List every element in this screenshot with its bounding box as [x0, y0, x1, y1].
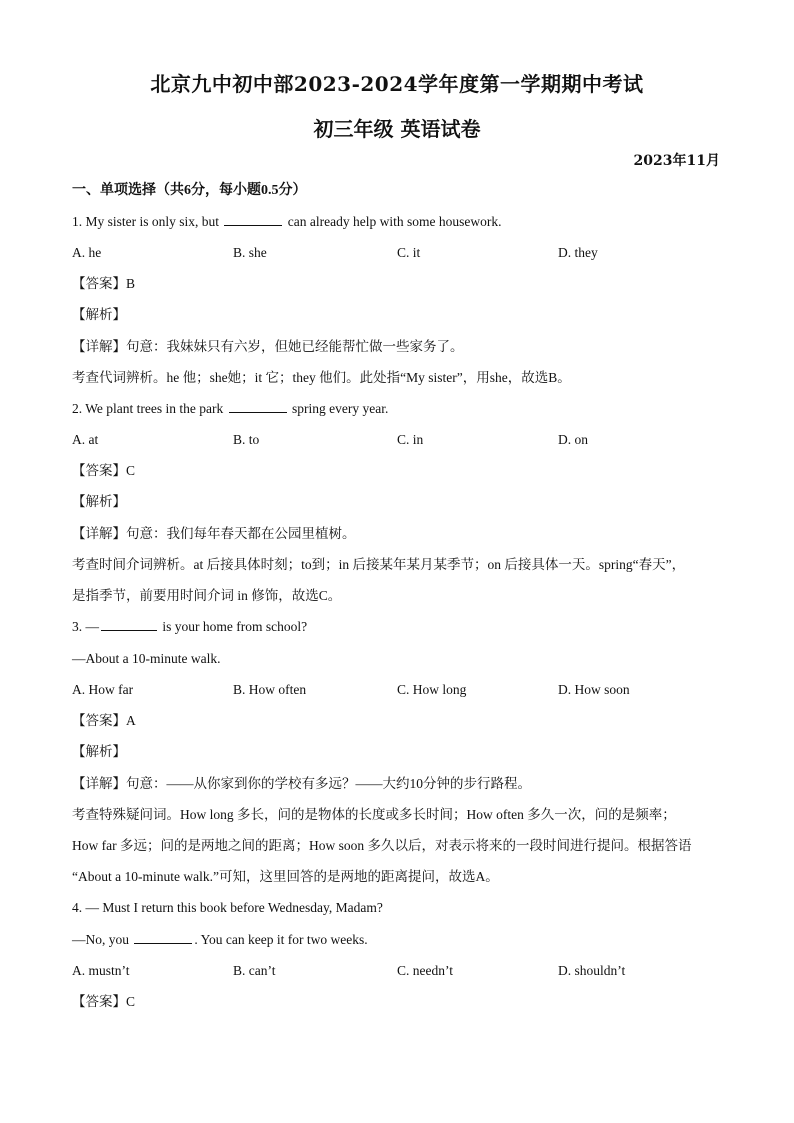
question-2-stem	[72, 399, 722, 419]
question-1-answer: 【答案】B	[72, 276, 136, 291]
answer-blank	[101, 618, 157, 631]
stem-text: 2. We plant trees in the park	[72, 401, 224, 416]
question-4-answer: 【答案】C	[72, 994, 136, 1009]
stem-text: spring every year.	[292, 401, 389, 416]
option-d: D. they	[558, 245, 598, 260]
question-2-detail: 【详解】句意：我们每年春天都在公园里植树。	[72, 526, 356, 541]
question-3-reply: —About a 10-minute walk.	[72, 651, 221, 666]
option-c: C. How long	[397, 682, 467, 697]
option-d: D. on	[558, 432, 588, 447]
stem-text: —No, you	[72, 932, 129, 947]
option-c: C. it	[397, 245, 421, 260]
answer-blank	[224, 213, 282, 226]
question-3-explanation-1: 考查特殊疑问词。How long 多长，问的是物体的长度或多长时间；How often 多久一次，问的是频率；	[72, 807, 676, 822]
question-4-stem: 4. — Must I return this book before Wednesday, Madam?	[72, 900, 383, 915]
question-2-answer: 【答案】C	[72, 463, 136, 478]
option-b: B. to	[233, 432, 260, 447]
section-heading: 一、单项选择（共6分，每小题0.5分）	[72, 183, 307, 198]
option-b: B. can’t	[233, 963, 276, 978]
stem-text: can already help with some housework.	[287, 214, 502, 229]
question-2-analysis: 【解析】	[72, 494, 126, 509]
stem-text: . You can keep it for two weeks.	[194, 932, 368, 947]
stem-text: is your home from school?	[162, 619, 308, 634]
question-3-stem	[72, 617, 722, 637]
option-c: C. needn’t	[397, 963, 453, 978]
question-1-explanation: 考查代词辨析。he 他；she她；it 它；they 他们。此处指“My sister”，用she，故选B。	[72, 370, 571, 385]
answer-blank	[134, 931, 192, 944]
question-3-detail: 【详解】句意：——从你家到你的学校有多远？——大约10分钟的步行路程。	[72, 776, 531, 791]
stem-text: 1. My sister is only six, but	[72, 214, 220, 229]
option-c: C. in	[397, 432, 424, 447]
answer-blank	[229, 400, 287, 413]
question-2-explanation-2: 是指季节，前要用时间介词 in 修饰，故选C。	[72, 588, 342, 603]
option-a: A. mustn’t	[72, 963, 130, 978]
question-4-reply	[72, 930, 722, 950]
exam-title: 北京九中初中部2023-2024学年度第一学期期中考试	[150, 72, 644, 96]
exam-date: 2023年11月	[633, 153, 720, 169]
question-2-explanation-1: 考查时间介词辨析。at 后接具体时刻；to到；in 后接某年某月某季节；on 后接具体一天。spring“春天”，	[72, 557, 686, 572]
option-a: A. at	[72, 432, 99, 447]
question-1-stem	[72, 212, 722, 232]
option-b: B. How often	[233, 682, 307, 697]
exam-subtitle: 初三年级 英语试卷	[313, 117, 481, 141]
question-3-explanation-3: “About a 10-minute walk.”可知，这里回答的是两地的距离提问，故选A。	[72, 869, 499, 884]
question-1-detail: 【详解】句意：我妹妹只有六岁，但她已经能帮忙做一些家务了。	[72, 339, 464, 354]
option-a: A. he	[72, 245, 102, 260]
stem-text: 3. —	[72, 619, 99, 634]
question-3-explanation-2: How far 多远；问的是两地之间的距离；How soon 多久以后，对表示将来的一段时间进行提问。根据答语	[72, 838, 692, 853]
question-3-analysis: 【解析】	[72, 744, 126, 759]
question-1-analysis: 【解析】	[72, 307, 126, 322]
question-3-answer: 【答案】A	[72, 713, 136, 728]
option-d: D. How soon	[558, 682, 630, 697]
option-b: B. she	[233, 245, 267, 260]
option-a: A. How far	[72, 682, 134, 697]
option-d: D. shouldn’t	[558, 963, 626, 978]
